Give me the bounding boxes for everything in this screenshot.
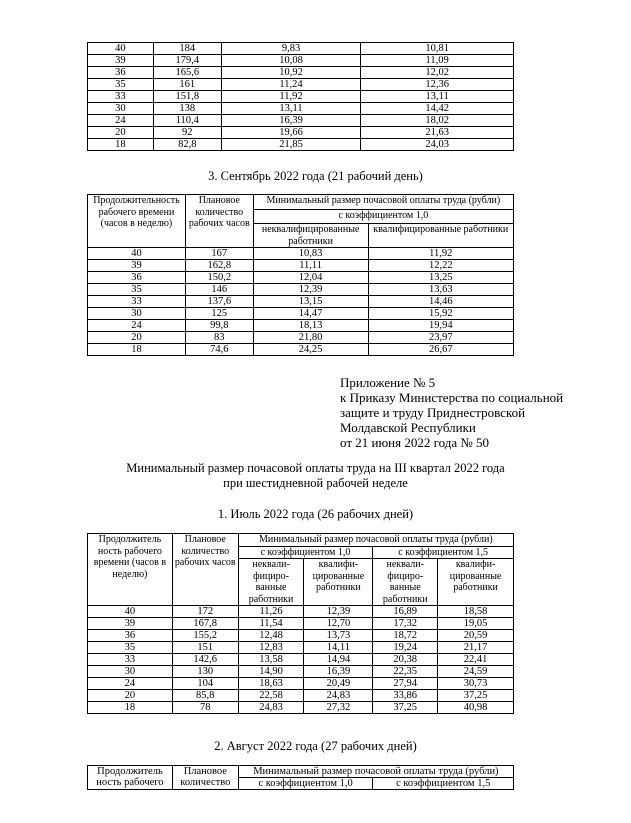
table-cell: 104 [172,678,238,690]
table-cell: 19,94 [368,320,513,332]
table-cell: 18 [88,702,173,714]
table-cell: 125 [185,308,253,320]
table-cell: 20 [88,127,154,139]
table-cell: 40 [88,606,173,618]
table-row [88,642,514,654]
table-cell: 18,02 [361,115,514,127]
table-cell: 13,15 [253,296,368,308]
table-row [88,272,514,284]
col-coef-1-5: с коэффициентом 1,5 [373,546,514,559]
table-row [88,332,514,344]
table-cell: 11,26 [238,606,304,618]
table-cell: 13,11 [361,91,514,103]
main-title-line1: Минимальный размер почасовой оплаты труда на III квартал 2022 года [126,461,505,475]
table-cell: 35 [88,284,186,296]
table-cell: 35 [88,79,154,91]
table-cell: 40 [88,248,186,260]
table-cell: 12,70 [304,618,373,630]
table-cell: 30 [88,103,154,115]
table-row [88,284,514,296]
table-cell: 20 [88,332,186,344]
col-min-wage: Минимальный размер почасовой оплаты труда (рубли) [238,534,513,547]
table-cell: 11,11 [253,260,368,272]
table-cell: 12,83 [238,642,304,654]
col-duration: Продолжитель ность рабочего [88,766,173,790]
table-cell: 27,32 [304,702,373,714]
col-unqualified: неквали-фициро-ванные работники [238,559,304,606]
table-cell: 33,86 [373,690,438,702]
table-cell: 85,8 [172,690,238,702]
table-cell: 11,92 [221,91,361,103]
table-cell: 36 [88,272,186,284]
table-cell: 150,2 [185,272,253,284]
appendix-line: к Приказу Министерства по социальной [340,390,564,405]
table-row [88,67,514,79]
table-cell: 92 [153,127,221,139]
table-cell: 11,92 [368,248,513,260]
table-cell: 10,92 [221,67,361,79]
col-coef-1: с коэффициентом 1,0 [238,546,373,559]
table-cell: 12,04 [253,272,368,284]
col-qualified: квалифи-цированные работники [438,559,514,606]
table-cell: 22,58 [238,690,304,702]
table-cell: 13,58 [238,654,304,666]
table-cell: 24,83 [304,690,373,702]
table-cell: 30,73 [438,678,514,690]
col-unqualified: неквалифицированные работники [253,224,368,248]
table-row [88,260,514,272]
table-cell: 167,8 [172,618,238,630]
table-row [88,618,514,630]
table-cell: 165,6 [153,67,221,79]
table-cell: 18 [88,344,186,356]
table-cell: 40,98 [438,702,514,714]
table-cell: 130 [172,666,238,678]
col-planned-hours: Плановое количество [172,766,238,790]
table-cell: 39 [88,618,173,630]
table-cell: 33 [88,654,173,666]
col-planned-hours: Плановое количество рабочих часов [172,534,238,606]
table-cell: 16,39 [221,115,361,127]
table-row [88,630,514,642]
table-cell: 12,48 [238,630,304,642]
july-title: 1. Июль 2022 года (26 рабочих дней) [217,507,414,521]
table-cell: 82,8 [153,139,221,151]
table-cell: 30 [88,666,173,678]
table-cell: 10,81 [361,43,514,55]
table-cell: 74,6 [185,344,253,356]
august-title: 2. Август 2022 года (27 рабочих дней) [214,739,417,753]
table-row [88,702,514,714]
col-min-wage: Минимальный размер почасовой оплаты труда (рубли) [253,195,513,210]
table-cell: 30 [88,308,186,320]
table-cell: 15,92 [368,308,513,320]
col-planned-hours: Плановое количество рабочих часов [185,195,253,248]
table-cell: 137,6 [185,296,253,308]
main-title [0,461,631,491]
table-cell: 21,80 [253,332,368,344]
table-cell: 179,4 [153,55,221,67]
table-cell: 19,24 [373,642,438,654]
table-cell: 14,94 [304,654,373,666]
table-cell: 151 [172,642,238,654]
table-cell: 26,67 [368,344,513,356]
table-cell: 14,47 [253,308,368,320]
table-cell: 24 [88,115,154,127]
table-cell: 37,25 [438,690,514,702]
table-cell: 138 [153,103,221,115]
table-cell: 78 [172,702,238,714]
table-cell: 184 [153,43,221,55]
table-cell: 20,59 [438,630,514,642]
table-row [88,678,514,690]
table-row [88,666,514,678]
table-cell: 36 [88,630,173,642]
table-cell: 17,32 [373,618,438,630]
col-coef-1: с коэффициентом 1,0 [253,209,513,224]
table-cell: 39 [88,260,186,272]
col-coef-1: с коэффициентом 1,0 [238,778,373,790]
table-cell: 35 [88,642,173,654]
table-cell: 24,03 [361,139,514,151]
table-cell: 9,83 [221,43,361,55]
table-cell: 14,90 [238,666,304,678]
july-wage-table [87,533,514,714]
appendix-line: Молдавской Республики [340,420,476,435]
table-cell: 18,72 [373,630,438,642]
table-cell: 155,2 [172,630,238,642]
table-cell: 12,22 [368,260,513,272]
table-row [88,55,514,67]
table-row [88,139,514,151]
appendix-date: от 21 июня 2022 года № 50 [340,435,490,450]
table-cell: 23,97 [368,332,513,344]
september-title: 3. Сентябрь 2022 года (21 рабочий день) [208,169,423,183]
table-cell: 18,63 [238,678,304,690]
table-row [88,103,514,115]
col-duration: Продолжитель ность рабочего времени (часов в неделю) [88,534,173,606]
table-cell: 24 [88,320,186,332]
table-cell: 19,66 [221,127,361,139]
table-cell: 167 [185,248,253,260]
table-cell: 10,83 [253,248,368,260]
col-qualified: квалифи-цированные работники [304,559,373,606]
table-cell: 172 [172,606,238,618]
table-row [88,43,514,55]
table-cell: 16,39 [304,666,373,678]
table-cell: 37,25 [373,702,438,714]
appendix-number: Приложение № 5 [340,375,436,390]
table-row [88,79,514,91]
table-row [88,654,514,666]
table-row [88,248,514,260]
col-duration: Продолжительность рабочего времени (часов в неделю) [88,195,186,248]
august-wage-table [87,765,514,790]
table-cell: 40 [88,43,154,55]
table-cell: 162,8 [185,260,253,272]
table-cell: 83 [185,332,253,344]
table-cell: 13,11 [221,103,361,115]
table-cell: 13,63 [368,284,513,296]
table-cell: 110,4 [153,115,221,127]
table-cell: 19,05 [438,618,514,630]
table-cell: 22,35 [373,666,438,678]
appendix-line: защите и труду Приднестровской [340,405,526,420]
col-unqualified: неквали-фициро-ванные работники [373,559,438,606]
table-cell: 13,73 [304,630,373,642]
table-cell: 146 [185,284,253,296]
table-row [88,344,514,356]
table-cell: 14,46 [368,296,513,308]
table-row [88,91,514,103]
table-cell: 39 [88,55,154,67]
table-row [88,115,514,127]
table-cell: 10,08 [221,55,361,67]
table-cell: 21,85 [221,139,361,151]
table-cell: 24,59 [438,666,514,678]
col-coef-1-5: с коэффициентом 1,5 [373,778,514,790]
table-cell: 33 [88,296,186,308]
september-wage-table [87,194,514,356]
table-cell: 33 [88,91,154,103]
table-cell: 12,39 [253,284,368,296]
table-row [88,308,514,320]
table-cell: 16,89 [373,606,438,618]
table-cell: 151,8 [153,91,221,103]
table-row [88,127,514,139]
table-row [88,606,514,618]
col-qualified: квалифицированные работники [368,224,513,248]
table-cell: 20 [88,690,173,702]
table-cell: 22,41 [438,654,514,666]
table-cell: 24 [88,678,173,690]
table-cell: 18 [88,139,154,151]
table-cell: 20,38 [373,654,438,666]
wage-table-continued [87,42,514,151]
table-cell: 12,39 [304,606,373,618]
table-cell: 24,83 [238,702,304,714]
table-cell: 11,54 [238,618,304,630]
appendix-block [340,375,563,450]
table-cell: 24,25 [253,344,368,356]
table-cell: 18,58 [438,606,514,618]
table-cell: 21,17 [438,642,514,654]
table-cell: 142,6 [172,654,238,666]
table-cell: 161 [153,79,221,91]
table-cell: 12,36 [361,79,514,91]
table-cell: 21,63 [361,127,514,139]
col-min-wage: Минимальный размер почасовой оплаты труда (рубли) [238,766,513,778]
table-cell: 14,11 [304,642,373,654]
table-cell: 99,8 [185,320,253,332]
table-cell: 13,25 [368,272,513,284]
table-row [88,320,514,332]
table-cell: 20,49 [304,678,373,690]
table-cell: 14,42 [361,103,514,115]
table-row [88,690,514,702]
table-row [88,296,514,308]
table-cell: 27,94 [373,678,438,690]
table-cell: 11,24 [221,79,361,91]
table-cell: 18,13 [253,320,368,332]
table-cell: 36 [88,67,154,79]
table-cell: 11,09 [361,55,514,67]
table-cell: 12,02 [361,67,514,79]
main-title-line2: при шестидневной рабочей неделе [223,476,408,490]
